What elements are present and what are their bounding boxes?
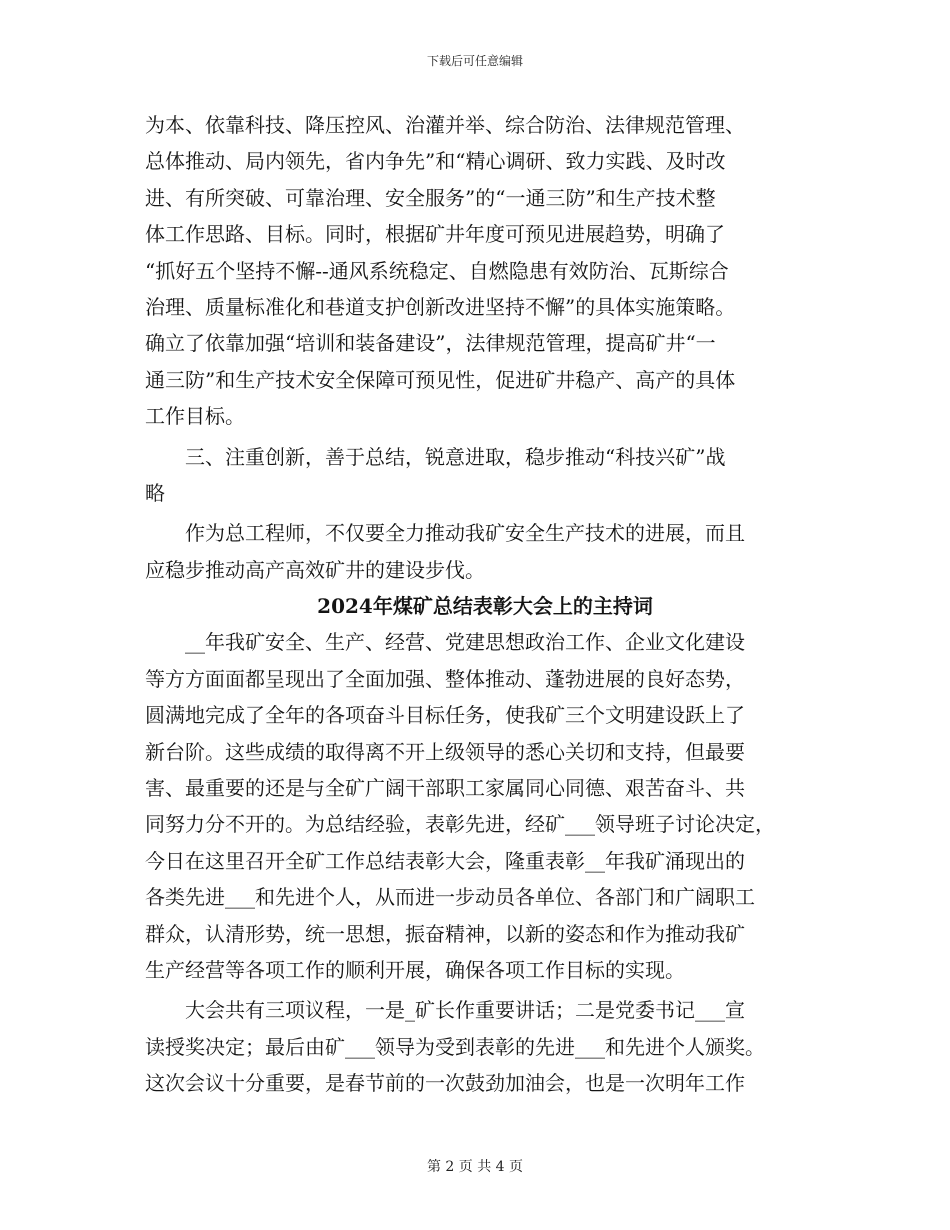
- text-line: 进、有所突破、可靠治理、安全服务”的“一通三防”和生产技术整: [145, 185, 716, 210]
- text-line: 新台阶。这些成绩的取得离不开上级领导的悉心关切和支持，但最要: [145, 739, 745, 764]
- article-title: 2024年煤矿总结表彰大会上的主持词: [317, 594, 653, 619]
- paragraph-chief-engineer: [145, 515, 805, 588]
- text-line: 读授奖决定；最后由矿___领导为受到表彰的先进___和先进个人颁奖。: [145, 1034, 765, 1059]
- text-line: 应稳步推动高产高效矿井的建设步伐。: [145, 557, 485, 582]
- paragraph-section-heading: [145, 439, 805, 512]
- text-line: 略: [145, 480, 165, 505]
- text-line: 通三防”和生产技术安全保障可预见性，促进矿井稳产、高产的具体: [145, 367, 736, 392]
- page-footer: 第 2 页 共 4 页: [426, 1159, 524, 1175]
- paragraph-strategy: [145, 107, 805, 435]
- page-header: 下载后可任意编辑: [426, 54, 523, 68]
- text-line: 体工作思路、目标。同时，根据矿井年度可预见进展趋势，明确了: [145, 222, 725, 247]
- text-line: 等方方面面都呈现出了全面加强、整体推动、蓬勃进展的良好态势，: [145, 666, 745, 691]
- text-line: 圆满地完成了全年的各项奋斗目标任务，使我矿三个文明建设跃上了: [145, 703, 745, 728]
- text-line: 今日在这里召开全矿工作总结表彰大会，隆重表彰__年我矿涌现出的: [145, 848, 745, 873]
- text-line: “抓好五个坚持不懈--通风系统稳定、自燃隐患有效防治、瓦斯综合: [145, 258, 729, 283]
- text-line: 各类先进___和先进个人，从而进一步动员各单位、各部门和广阔职工: [145, 885, 755, 910]
- text-line: 同努力分不开的。为总结经验，表彰先进，经矿___领导班子讨论决定，: [145, 812, 775, 837]
- text-line: 三、注重创新，善于总结，锐意进取，稳步推动“科技兴矿”战: [145, 444, 726, 469]
- paragraph-opening: [145, 624, 805, 988]
- text-line: 大会共有三项议程，一是_矿长作重要讲话；二是党委书记___宣: [145, 998, 745, 1023]
- paragraph-agenda: [145, 992, 805, 1101]
- text-line: 这次会议十分重要，是春节前的一次鼓劲加油会，也是一次明年工作: [145, 1071, 745, 1096]
- text-line: 群众，认清形势，统一思想，振奋精神，以新的姿态和作为推动我矿: [145, 921, 745, 946]
- text-line: 生产经营等各项工作的顺利开展，确保各项工作目标的实现。: [145, 957, 685, 982]
- document-body: [145, 107, 805, 1102]
- text-line: __年我矿安全、生产、经营、党建思想政治工作、企业文化建设: [145, 630, 745, 655]
- text-line: 总体推动、局内领先，省内争先”和“精心调研、致力实践、及时改: [145, 149, 726, 174]
- text-line: 治理、质量标准化和巷道支护创新改进坚持不懈”的具体实施策略。: [145, 294, 736, 319]
- text-line: 害、最重要的还是与全矿广阔干部职工家属同心同德、艰苦奋斗、共: [145, 776, 745, 801]
- text-line: 为本、依靠科技、降压控风、治灌并举、综合防治、法律规范管理、: [145, 113, 745, 137]
- text-line: 作为总工程师，不仅要全力推动我矿安全生产技术的进展，而且: [145, 521, 745, 546]
- text-line: 确立了依靠加强“培训和装备建设”，法律规范管理，提高矿井“一: [145, 331, 716, 356]
- text-line: 工作目标。: [145, 404, 245, 429]
